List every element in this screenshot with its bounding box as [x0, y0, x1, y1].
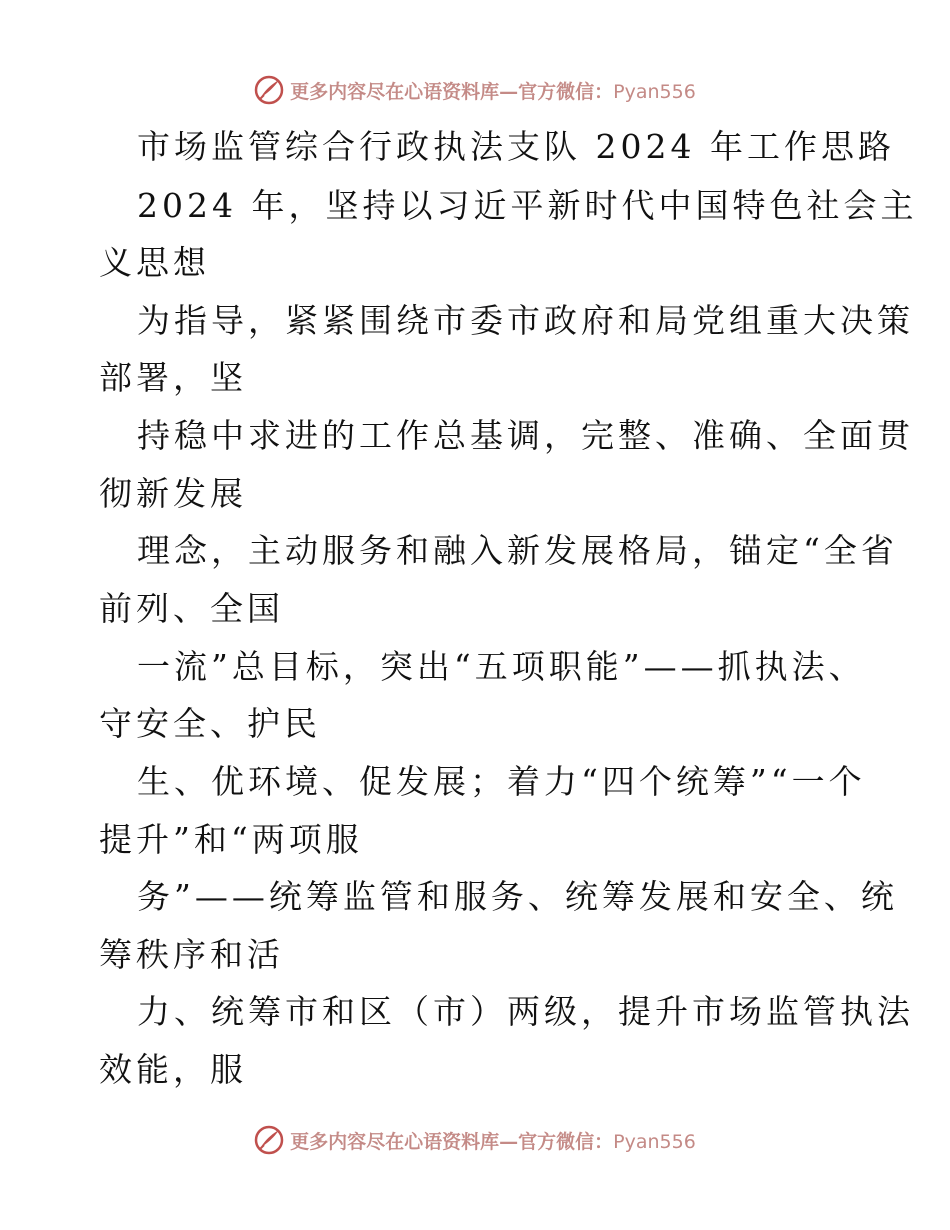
watermark-label: 更多内容尽在心语资料库—官方微信： — [290, 80, 614, 103]
paragraph-line: 守安全、护民 — [99, 704, 321, 743]
wechat-id: Pyan556 — [613, 1130, 696, 1153]
paragraph-line: 部署，坚 — [99, 358, 247, 397]
paragraph-line: 务”——统筹监管和服务、统筹发展和安全、统 — [137, 877, 898, 916]
watermark-label: 更多内容尽在心语资料库—官方微信： — [290, 1130, 614, 1153]
wechat-id: Pyan556 — [613, 80, 696, 103]
quill-pen-logo-icon — [254, 1125, 284, 1155]
paragraph-line: 力、统筹市和区（市）两级，提升市场监管执法 — [137, 992, 914, 1031]
watermark-text — [290, 1127, 696, 1154]
watermark-banner-top — [0, 70, 950, 110]
paragraph-line: 效能，服 — [99, 1050, 247, 1089]
paragraph-line: 提升”和“两项服 — [99, 820, 363, 859]
paragraph-line: 彻新发展 — [99, 474, 247, 513]
quill-pen-logo-icon — [254, 75, 284, 105]
paragraph-line: 义思想 — [99, 243, 210, 282]
paragraph-line: 前列、全国 — [99, 589, 284, 628]
watermark-banner-bottom — [0, 1120, 950, 1160]
paragraph-line: 2024 年，坚持以习近平新时代中国特色社会主 — [137, 186, 918, 225]
paragraph-line: 为指导，紧紧围绕市委市政府和局党组重大决策 — [137, 301, 914, 340]
paragraph-line: 持稳中求进的工作总基调，完整、准确、全面贯 — [137, 416, 914, 455]
paragraph-line: 生、优环境、促发展；着力“四个统筹”“一个 — [137, 762, 866, 801]
document-title: 市场监管综合行政执法支队 2024 年工作思路 — [137, 127, 895, 166]
paragraph-line: 一流”总目标，突出“五项职能”——抓执法、 — [137, 647, 866, 686]
paragraph-line: 理念，主动服务和融入新发展格局，锚定“全省 — [137, 531, 898, 570]
paragraph-line: 筹秩序和活 — [99, 935, 284, 974]
watermark-text — [290, 77, 696, 104]
